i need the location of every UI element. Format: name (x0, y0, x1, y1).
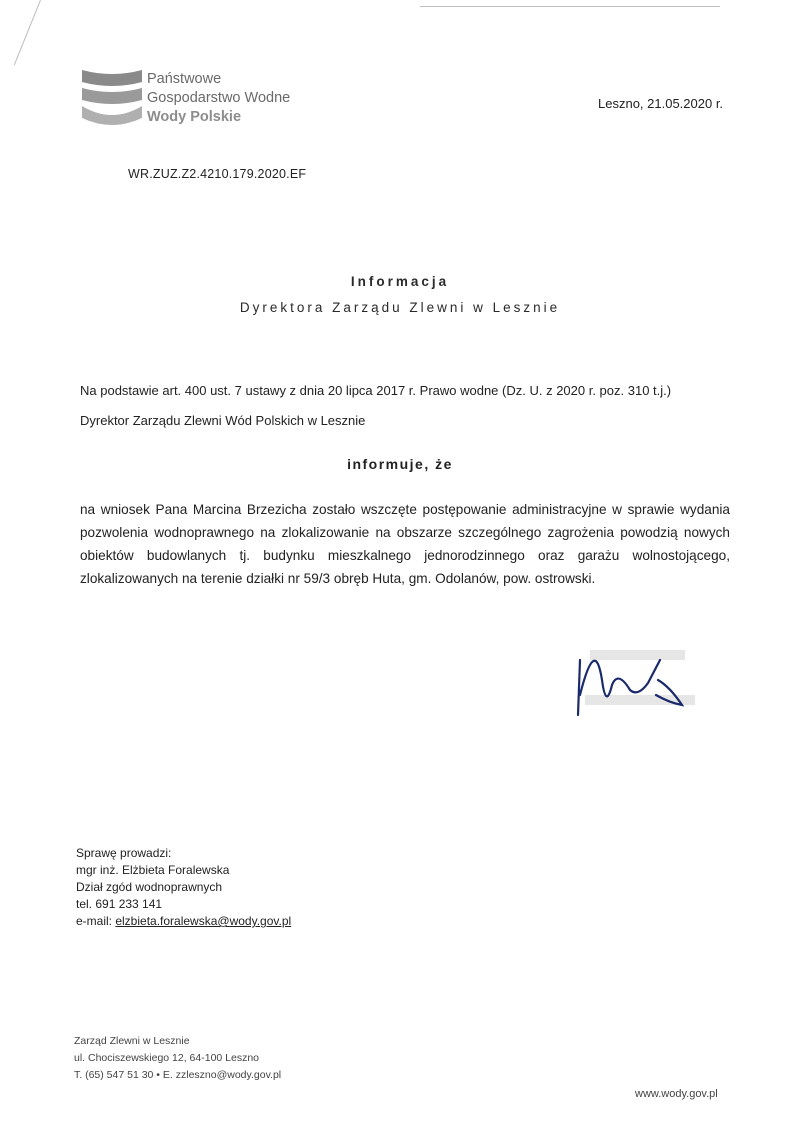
logo-line-3: Wody Polskie (147, 109, 242, 125)
footer-website-link[interactable]: www.wody.gov.pl (635, 1088, 718, 1100)
document-date: Leszno, 21.05.2020 r. (598, 96, 724, 111)
contact-phone: tel. 691 233 141 (76, 897, 163, 911)
wody-polskie-logo-icon (80, 68, 144, 130)
footer-address: ul. Chociszewskiego 12, 64-100 Leszno (74, 1052, 260, 1064)
logo-line-1: Państwowe (147, 71, 222, 87)
contact-name: mgr inż. Elżbieta Foralewska (76, 863, 230, 877)
legal-basis: Na podstawie art. 400 ust. 7 ustawy z dnia 20 lipca 2017 r. Prawo wodne (Dz. U. z 2020 r. poz. 310 t.j.) (80, 383, 672, 398)
scan-artifact-diagonal (14, 0, 41, 65)
scan-artifact-top (420, 6, 720, 7)
reference-number: WR.ZUZ.Z2.4210.179.2020.EF (128, 167, 307, 181)
contact-department: Dział zgód wodnoprawnych (76, 880, 223, 894)
informs-heading: informuje, że (347, 456, 453, 472)
contact-block (76, 845, 291, 930)
body-paragraph: na wniosek Pana Marcina Brzezicha zostało wszczęte postępowanie administracyjne w sprawie wydania pozwolenia wodnoprawnego na zlokalizowanie na obszarze szczególnego zagrożenia powodzią nowych obiektów budowlanych tj. budynku mieszkalnego jednorodzinnego oraz garażu wolnostojącego, zlokalizowanych na terenie działki nr 59/3 obręb Huta, gm. Odolanów, pow. ostrowski. (80, 502, 730, 586)
signature-icon (560, 625, 710, 725)
document-title: Informacja (350, 274, 450, 289)
email-label: e-mail: (76, 914, 116, 928)
footer-office: Zarząd Zlewni w Lesznie (74, 1035, 190, 1047)
contact-label: Sprawę prowadzi: (76, 846, 172, 860)
logo-text (147, 70, 290, 127)
contact-email-row (76, 913, 291, 930)
document-subtitle: Dyrektora Zarządu Zlewni w Lesznie (239, 300, 561, 315)
footer-block (74, 1033, 281, 1084)
footer-contact: T. (65) 547 51 30 • E. zzleszno@wody.gov.pl (74, 1069, 282, 1081)
issuer: Dyrektor Zarządu Zlewni Wód Polskich w Lesznie (80, 413, 366, 428)
email-link[interactable]: elzbieta.foralewska@wody.gov.pl (115, 914, 292, 928)
logo-line-2: Gospodarstwo Wodne (147, 90, 291, 106)
